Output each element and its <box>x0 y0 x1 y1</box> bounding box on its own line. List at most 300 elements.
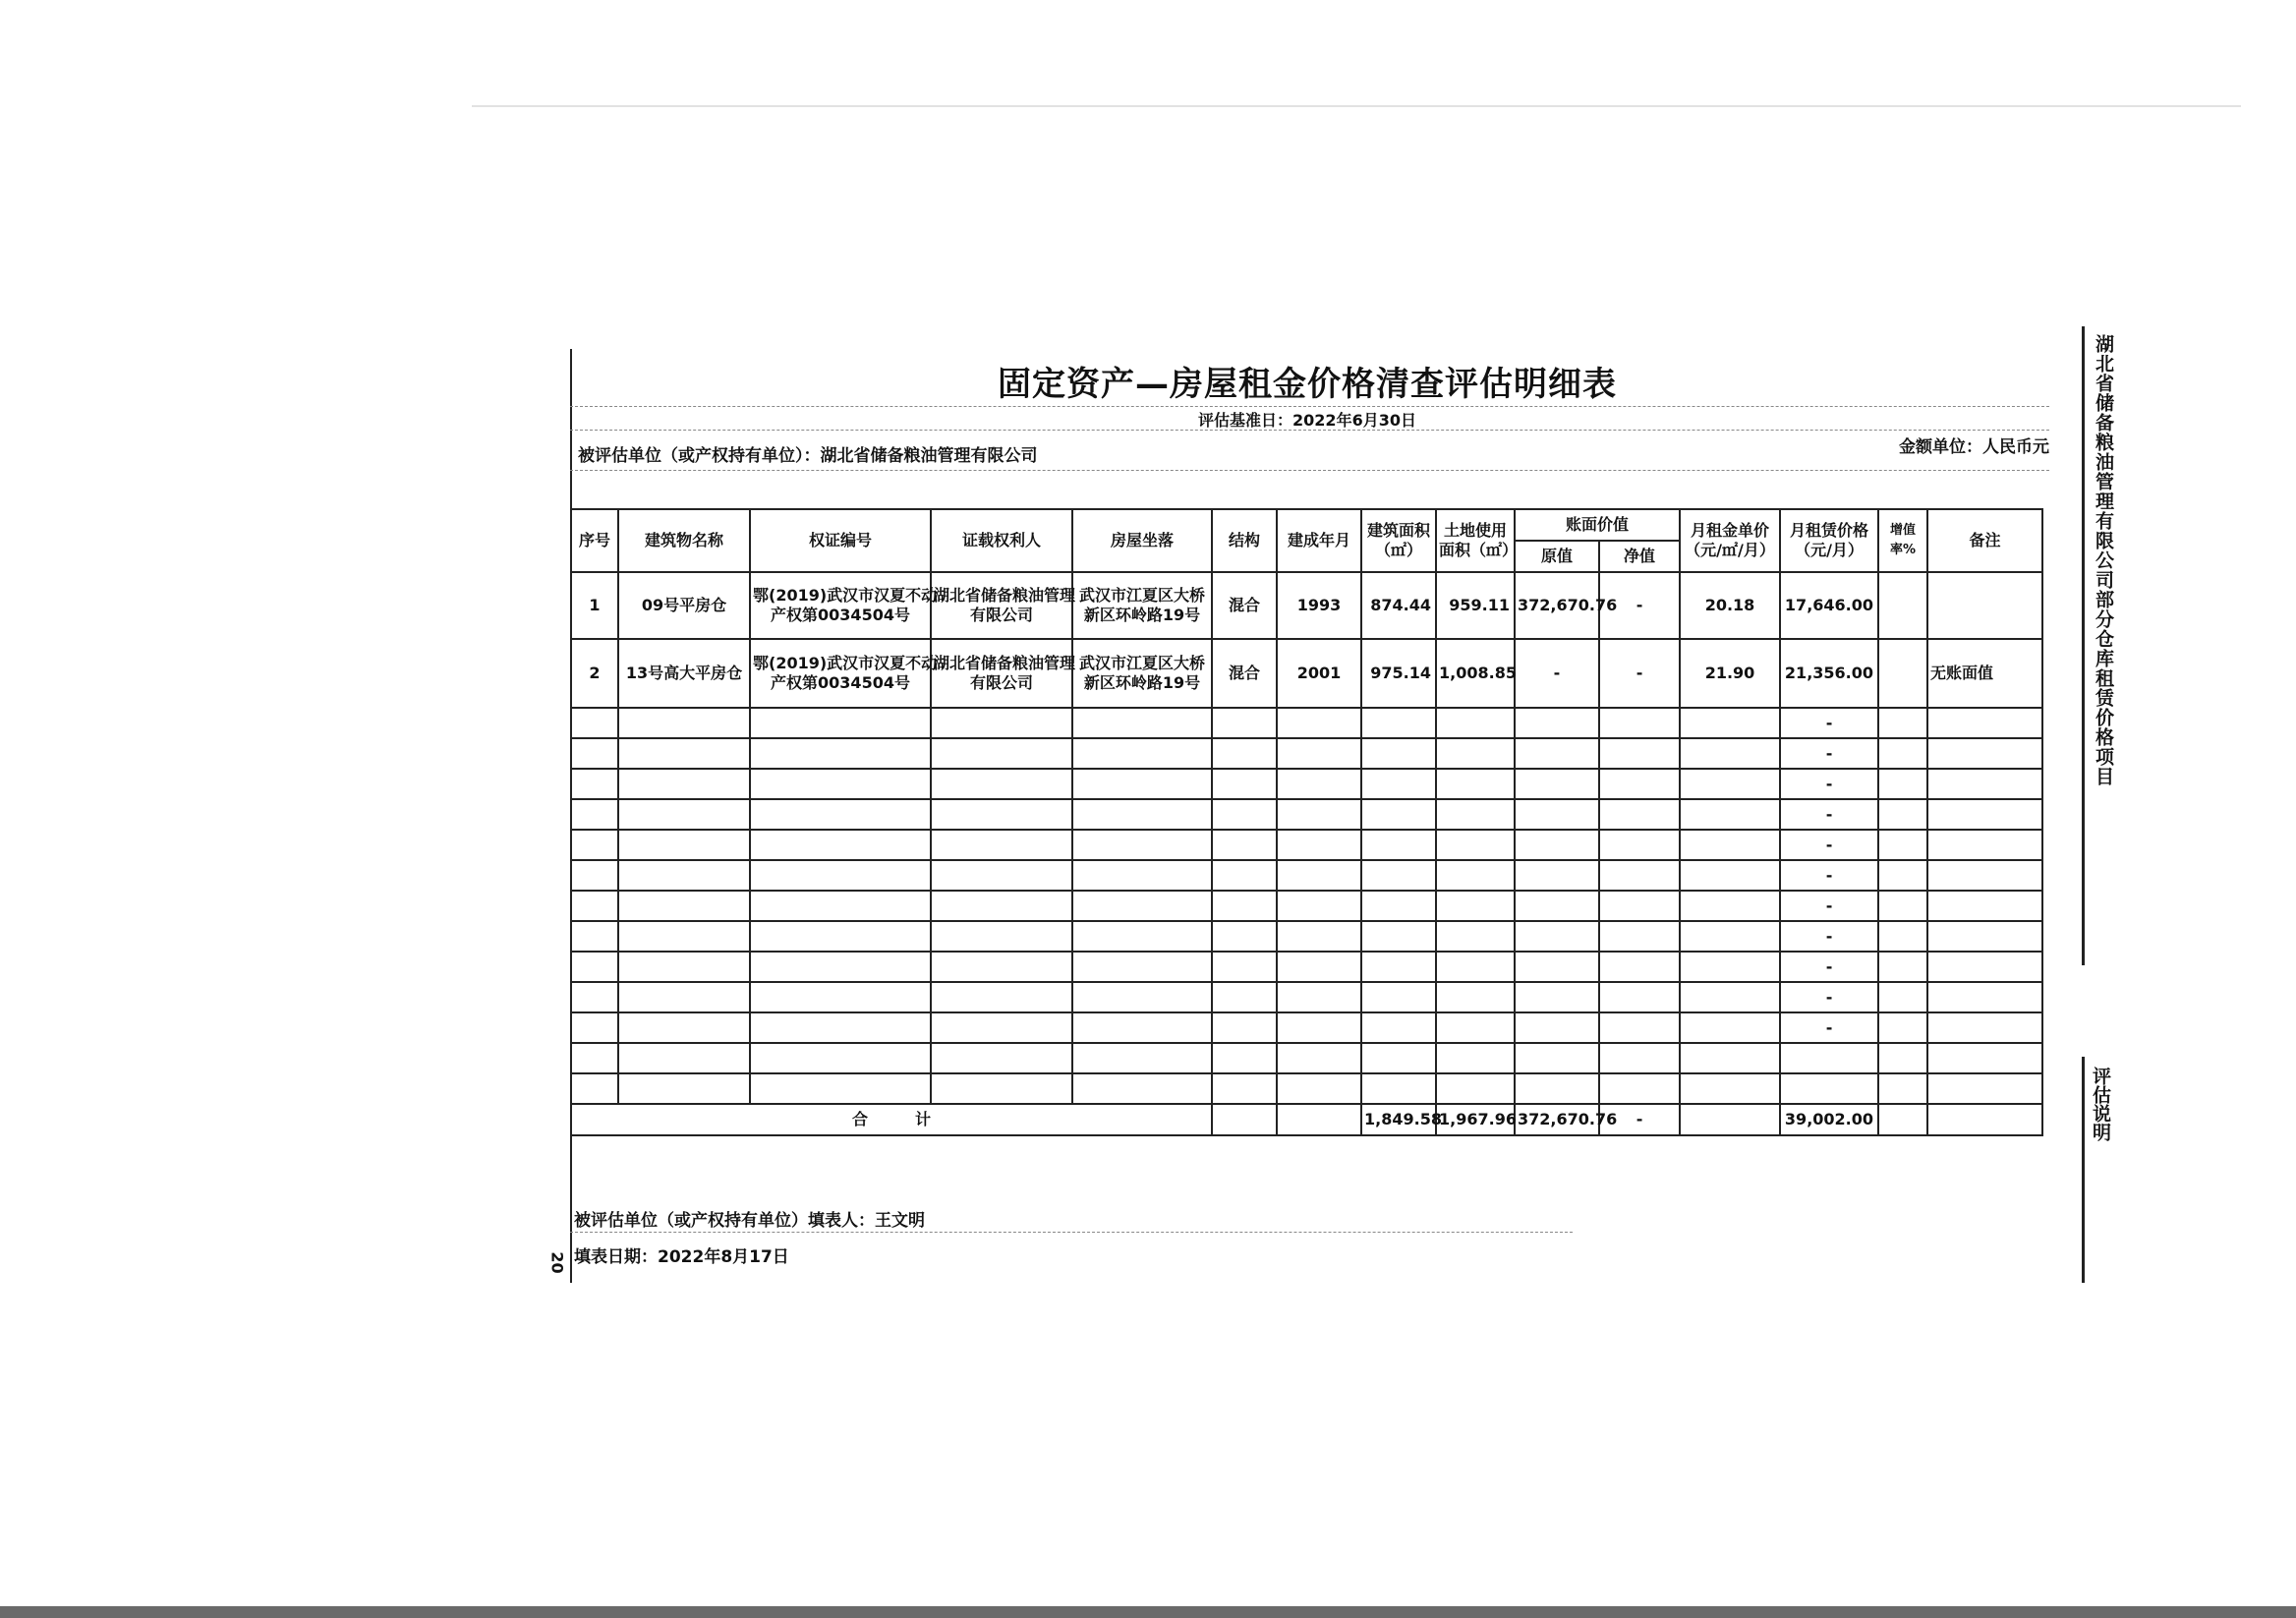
cell-empty <box>571 860 618 891</box>
cell-empty <box>618 769 750 799</box>
cell-empty <box>571 982 618 1012</box>
cell-empty <box>1878 1012 1927 1043</box>
cell-empty <box>1599 921 1680 952</box>
cell-monthly-rent: - <box>1780 799 1878 830</box>
cell-empty <box>1277 769 1361 799</box>
cell-empty <box>1072 799 1212 830</box>
cell-empty <box>618 982 750 1012</box>
owner-line: 湖北省储备粮油管理 <box>934 654 1076 672</box>
cell-empty <box>1878 799 1927 830</box>
col-header-built: 建成年月 <box>1277 509 1361 572</box>
cell-empty <box>1878 738 1927 769</box>
cell-empty <box>1072 1073 1212 1104</box>
table-row <box>571 952 2042 982</box>
cell-empty <box>618 1012 750 1043</box>
cell-empty <box>1599 982 1680 1012</box>
cell-empty <box>750 830 931 860</box>
valuation-date: 评估基准日：2022年6月30日 <box>1198 411 1416 430</box>
cell-empty <box>1927 1073 2042 1104</box>
cell-empty <box>1599 1043 1680 1073</box>
cell-empty <box>1277 1073 1361 1104</box>
cell-empty <box>618 799 750 830</box>
cell-empty <box>1361 952 1436 982</box>
cell-empty <box>1361 1073 1436 1104</box>
cell-appreciation <box>1878 572 1927 639</box>
cell-empty <box>1599 860 1680 891</box>
cell-empty <box>571 921 618 952</box>
cell-empty <box>1680 921 1780 952</box>
cell-empty <box>1878 1073 1927 1104</box>
table-row <box>571 769 2042 799</box>
scan-top-line <box>472 105 2241 107</box>
side-border <box>2082 326 2085 965</box>
cell-empty <box>1212 891 1277 921</box>
cell-land-area: 1,008.85 <box>1436 639 1515 708</box>
owner-line: 有限公司 <box>969 673 1033 692</box>
table-row <box>571 1012 2042 1043</box>
cell-empty <box>1927 830 2042 860</box>
cell-empty <box>1927 1104 2042 1135</box>
table-row <box>571 891 2042 921</box>
col-header-appreciation: 增值率% <box>1878 509 1927 572</box>
cell-empty <box>750 799 931 830</box>
cell-empty <box>1878 1043 1927 1073</box>
col-header-owner: 证载权利人 <box>931 509 1072 572</box>
cell-empty <box>1599 1073 1680 1104</box>
cell-empty <box>1212 1012 1277 1043</box>
cell-empty <box>1927 1043 2042 1073</box>
cell-structure: 混合 <box>1212 572 1277 639</box>
cell-empty <box>571 1043 618 1073</box>
table-row <box>571 1073 2042 1104</box>
totals-label: 合 计 <box>571 1104 1212 1135</box>
cell-empty <box>1680 1104 1780 1135</box>
cell-empty <box>618 708 750 738</box>
table-row <box>571 982 2042 1012</box>
cell-empty <box>1072 860 1212 891</box>
cell-empty <box>1277 952 1361 982</box>
cell-monthly-rent: - <box>1780 769 1878 799</box>
cell-empty <box>1072 891 1212 921</box>
cell-empty <box>931 1043 1072 1073</box>
cell-empty <box>1277 738 1361 769</box>
preparer: 被评估单位（或产权持有单位）填表人：王文明 <box>574 1211 925 1231</box>
cell-empty <box>1927 1012 2042 1043</box>
cell-empty <box>931 860 1072 891</box>
cell-empty <box>1277 1012 1361 1043</box>
cell-empty <box>1212 921 1277 952</box>
cell-empty <box>1361 982 1436 1012</box>
cell-empty <box>1277 860 1361 891</box>
total-building-area: 1,849.58 <box>1361 1104 1436 1135</box>
cell-empty <box>1436 891 1515 921</box>
total-monthly-rent: 39,002.00 <box>1780 1104 1878 1135</box>
cell-monthly-rent <box>1780 1043 1878 1073</box>
cell-empty <box>1878 921 1927 952</box>
cell-empty <box>1927 738 2042 769</box>
cell-empty <box>1680 738 1780 769</box>
table-row <box>571 708 2042 738</box>
cell-empty <box>1599 952 1680 982</box>
cell-empty <box>1361 708 1436 738</box>
cell-empty <box>1436 1073 1515 1104</box>
cell-empty <box>750 738 931 769</box>
cell-empty <box>1212 1043 1277 1073</box>
cell-net: - <box>1599 572 1680 639</box>
cell-monthly-rent: - <box>1780 830 1878 860</box>
cell-empty <box>1515 769 1599 799</box>
cell-empty <box>618 1043 750 1073</box>
cell-empty <box>1436 769 1515 799</box>
cell-empty <box>1680 1043 1780 1073</box>
cell-empty <box>1212 799 1277 830</box>
cell-empty <box>750 1012 931 1043</box>
cell-empty <box>1680 860 1780 891</box>
col-header-book-value: 账面价值 <box>1515 509 1680 541</box>
location-line: 新区环岭路19号 <box>1083 606 1201 624</box>
cell-empty <box>1515 708 1599 738</box>
cell-empty <box>618 952 750 982</box>
cell-empty <box>1277 1043 1361 1073</box>
cell-empty <box>1599 891 1680 921</box>
cell-empty <box>1878 860 1927 891</box>
cell-empty <box>1515 860 1599 891</box>
cell-monthly-rent: - <box>1780 738 1878 769</box>
cell-remark <box>1927 572 2042 639</box>
cell-seq: 2 <box>571 639 618 708</box>
cell-empty <box>618 1073 750 1104</box>
cell-empty <box>1927 860 2042 891</box>
cell-empty <box>1072 1012 1212 1043</box>
table-row <box>571 639 2042 708</box>
cell-empty <box>1277 891 1361 921</box>
cell-empty <box>1361 1012 1436 1043</box>
cell-empty <box>1277 1104 1361 1135</box>
cell-empty <box>1680 1012 1780 1043</box>
location-line: 武汉市江夏区大桥 <box>1078 654 1205 672</box>
col-header-net: 净值 <box>1599 541 1680 572</box>
cell-empty <box>1436 708 1515 738</box>
cell-empty <box>931 1073 1072 1104</box>
cell-empty <box>750 769 931 799</box>
side-section-label: 评估说明 <box>2090 1067 2111 1141</box>
divider <box>570 1232 1573 1233</box>
cell-monthly-rent: - <box>1780 952 1878 982</box>
cell-monthly-rent: 17,646.00 <box>1780 572 1878 639</box>
cell-empty <box>1878 769 1927 799</box>
cell-empty <box>1599 1012 1680 1043</box>
cell-empty <box>750 921 931 952</box>
cell-name: 09号平房仓 <box>618 572 750 639</box>
cell-empty <box>1072 921 1212 952</box>
cell-empty <box>1515 1073 1599 1104</box>
cell-monthly-rent: - <box>1780 860 1878 891</box>
cell-empty <box>1361 738 1436 769</box>
col-header-land-area: 土地使用面积（㎡） <box>1436 509 1515 572</box>
cell-empty <box>750 982 931 1012</box>
cell-built: 1993 <box>1277 572 1361 639</box>
cell-empty <box>1436 1043 1515 1073</box>
cell-empty <box>1599 708 1680 738</box>
cell-remark: 无账面值 <box>1927 639 2042 708</box>
cell-net: - <box>1599 639 1680 708</box>
cell-empty <box>1212 1104 1277 1135</box>
cell-empty <box>1277 921 1361 952</box>
cell-empty <box>1072 769 1212 799</box>
cell-empty <box>1277 708 1361 738</box>
cell-empty <box>931 708 1072 738</box>
cell-empty <box>1212 860 1277 891</box>
cell-empty <box>1927 952 2042 982</box>
page-title: 固定资产—房屋租金价格清查评估明细表 <box>998 365 1617 404</box>
cell-empty <box>1878 1104 1927 1135</box>
divider <box>570 406 2049 407</box>
cell-empty <box>1212 1073 1277 1104</box>
cell-empty <box>1927 891 2042 921</box>
cell-empty <box>1436 1012 1515 1043</box>
cell-empty <box>1212 769 1277 799</box>
cell-empty <box>1436 860 1515 891</box>
cell-empty <box>1927 982 2042 1012</box>
table-row <box>571 860 2042 891</box>
table-row <box>571 921 2042 952</box>
table-row <box>571 830 2042 860</box>
cell-empty <box>1277 799 1361 830</box>
entity-name: 被评估单位（或产权持有单位）：湖北省储备粮油管理有限公司 <box>578 446 1038 466</box>
table-row <box>571 1043 2042 1073</box>
cell-empty <box>1515 738 1599 769</box>
cell-empty <box>1361 769 1436 799</box>
cell-empty <box>1361 799 1436 830</box>
cell-empty <box>618 891 750 921</box>
col-header-location: 房屋坐落 <box>1072 509 1212 572</box>
col-header-building-area: 建筑面积（㎡） <box>1361 509 1436 572</box>
total-net: - <box>1599 1104 1680 1135</box>
cell-empty <box>571 830 618 860</box>
cell-empty <box>1072 830 1212 860</box>
location-line: 武汉市江夏区大桥 <box>1078 586 1205 605</box>
cell-monthly-rent: - <box>1780 891 1878 921</box>
cell-empty <box>1361 1043 1436 1073</box>
cell-empty <box>1072 708 1212 738</box>
cell-empty <box>618 738 750 769</box>
cell-empty <box>1680 952 1780 982</box>
rent-detail-table <box>570 508 2043 1136</box>
cell-owner <box>931 572 1076 639</box>
table-row <box>571 738 2042 769</box>
cell-monthly-rent: - <box>1780 921 1878 952</box>
cell-empty <box>1212 738 1277 769</box>
cell-empty <box>1277 830 1361 860</box>
cell-empty <box>1927 799 2042 830</box>
cell-cert-no <box>750 639 938 708</box>
cell-empty <box>931 921 1072 952</box>
cell-monthly-unit-rent: 20.18 <box>1680 572 1780 639</box>
cell-empty <box>1361 891 1436 921</box>
cell-empty <box>1361 921 1436 952</box>
cell-owner <box>931 639 1076 708</box>
fill-date: 填表日期：2022年8月17日 <box>574 1247 789 1267</box>
col-header-original: 原值 <box>1515 541 1599 572</box>
cell-empty <box>1436 952 1515 982</box>
cell-empty <box>931 982 1072 1012</box>
header-row <box>571 509 2042 541</box>
cell-empty <box>1212 952 1277 982</box>
cell-empty <box>1212 708 1277 738</box>
total-original: 372,670.76 <box>1515 1104 1599 1135</box>
cell-empty <box>571 891 618 921</box>
cell-monthly-rent: - <box>1780 708 1878 738</box>
cell-empty <box>1878 830 1927 860</box>
currency-unit: 金额单位：人民币元 <box>1899 437 2049 457</box>
cell-empty <box>1599 738 1680 769</box>
cell-empty <box>1680 982 1780 1012</box>
cert-no-line: 鄂(2019)武汉市汉夏不动 <box>753 586 938 605</box>
cell-location <box>1072 639 1212 708</box>
cell-empty <box>1361 860 1436 891</box>
document-page <box>547 349 2049 1283</box>
unit-row <box>578 431 2049 470</box>
cell-building-area: 975.14 <box>1361 639 1436 708</box>
cell-empty <box>1515 921 1599 952</box>
cell-empty <box>1072 982 1212 1012</box>
cell-empty <box>571 738 618 769</box>
cell-empty <box>931 952 1072 982</box>
cell-empty <box>1515 952 1599 982</box>
table-row <box>571 799 2042 830</box>
cell-empty <box>931 738 1072 769</box>
cell-empty <box>750 891 931 921</box>
cell-empty <box>1436 799 1515 830</box>
cell-seq: 1 <box>571 572 618 639</box>
col-header-structure: 结构 <box>1212 509 1277 572</box>
cell-empty <box>571 769 618 799</box>
cell-empty <box>1599 799 1680 830</box>
cell-empty <box>750 952 931 982</box>
cell-empty <box>750 1043 931 1073</box>
cell-empty <box>1680 708 1780 738</box>
cell-monthly-rent: - <box>1780 982 1878 1012</box>
cell-empty <box>1927 921 2042 952</box>
cell-empty <box>931 799 1072 830</box>
cell-empty <box>1515 1012 1599 1043</box>
cell-empty <box>571 799 618 830</box>
cell-monthly-rent: 21,356.00 <box>1780 639 1878 708</box>
cell-empty <box>1515 830 1599 860</box>
col-header-remark: 备注 <box>1927 509 2042 572</box>
cell-empty <box>618 921 750 952</box>
cell-monthly-rent <box>1780 1073 1878 1104</box>
cell-empty <box>1878 708 1927 738</box>
cell-empty <box>750 1073 931 1104</box>
page-number: 20 <box>547 1251 567 1274</box>
cell-empty <box>1072 952 1212 982</box>
cell-empty <box>1212 982 1277 1012</box>
col-header-seq: 序号 <box>571 509 618 572</box>
cell-empty <box>1680 891 1780 921</box>
cell-empty <box>1212 830 1277 860</box>
cell-empty <box>1436 738 1515 769</box>
cell-monthly-rent: - <box>1780 1012 1878 1043</box>
cert-no-line: 产权第0034504号 <box>771 673 910 692</box>
table-row <box>571 572 2042 639</box>
cell-empty <box>571 1012 618 1043</box>
cell-empty <box>571 1073 618 1104</box>
cell-empty <box>1515 982 1599 1012</box>
cell-empty <box>1680 1073 1780 1104</box>
cell-empty <box>618 830 750 860</box>
cell-empty <box>1927 708 2042 738</box>
cell-empty <box>1515 891 1599 921</box>
cell-name: 13号高大平房仓 <box>618 639 750 708</box>
owner-line: 湖北省储备粮油管理 <box>934 586 1076 605</box>
cell-original: 372,670.76 <box>1515 572 1599 639</box>
cell-empty <box>1878 891 1927 921</box>
cell-empty <box>1680 799 1780 830</box>
cell-empty <box>1878 982 1927 1012</box>
side-project-title: 湖北省储备粮油管理有限公司部分仓库租赁价格项目 <box>2093 334 2114 786</box>
cell-land-area: 959.11 <box>1436 572 1515 639</box>
cell-location <box>1072 572 1212 639</box>
cell-empty <box>931 1012 1072 1043</box>
cell-empty <box>1599 769 1680 799</box>
cell-appreciation <box>1878 639 1927 708</box>
cell-cert-no <box>750 572 938 639</box>
col-header-name: 建筑物名称 <box>618 509 750 572</box>
cell-empty <box>571 952 618 982</box>
cell-empty <box>1599 830 1680 860</box>
cell-built: 2001 <box>1277 639 1361 708</box>
cell-building-area: 874.44 <box>1361 572 1436 639</box>
cell-empty <box>571 708 618 738</box>
cell-empty <box>1072 738 1212 769</box>
cell-empty <box>931 769 1072 799</box>
cell-empty <box>1436 830 1515 860</box>
cell-empty <box>1680 830 1780 860</box>
cell-empty <box>931 891 1072 921</box>
cell-structure: 混合 <box>1212 639 1277 708</box>
cell-empty <box>1515 799 1599 830</box>
cell-empty <box>750 708 931 738</box>
cell-empty <box>1878 952 1927 982</box>
cell-empty <box>1515 1043 1599 1073</box>
col-header-cert-no: 权证编号 <box>750 509 931 572</box>
divider <box>570 470 2049 471</box>
cell-original: - <box>1515 639 1599 708</box>
cell-empty <box>931 830 1072 860</box>
side-border <box>2082 1057 2085 1283</box>
cell-empty <box>1927 769 2042 799</box>
cert-no-line: 鄂(2019)武汉市汉夏不动 <box>753 654 938 672</box>
col-header-monthly-unit-rent: 月租金单价（元/㎡/月） <box>1680 509 1780 572</box>
cell-empty <box>1436 921 1515 952</box>
location-line: 新区环岭路19号 <box>1083 673 1201 692</box>
cert-no-line: 产权第0034504号 <box>771 606 910 624</box>
cell-empty <box>618 860 750 891</box>
cell-empty <box>750 860 931 891</box>
scan-bottom-edge <box>0 1606 2296 1618</box>
cell-empty <box>1680 769 1780 799</box>
cell-empty <box>1361 830 1436 860</box>
cell-empty <box>1436 982 1515 1012</box>
totals-row <box>571 1104 2042 1135</box>
total-land-area: 1,967.96 <box>1436 1104 1515 1135</box>
cell-monthly-unit-rent: 21.90 <box>1680 639 1780 708</box>
cell-empty <box>1072 1043 1212 1073</box>
owner-line: 有限公司 <box>969 606 1033 624</box>
cell-empty <box>1277 982 1361 1012</box>
col-header-monthly-rent: 月租赁价格（元/月） <box>1780 509 1878 572</box>
